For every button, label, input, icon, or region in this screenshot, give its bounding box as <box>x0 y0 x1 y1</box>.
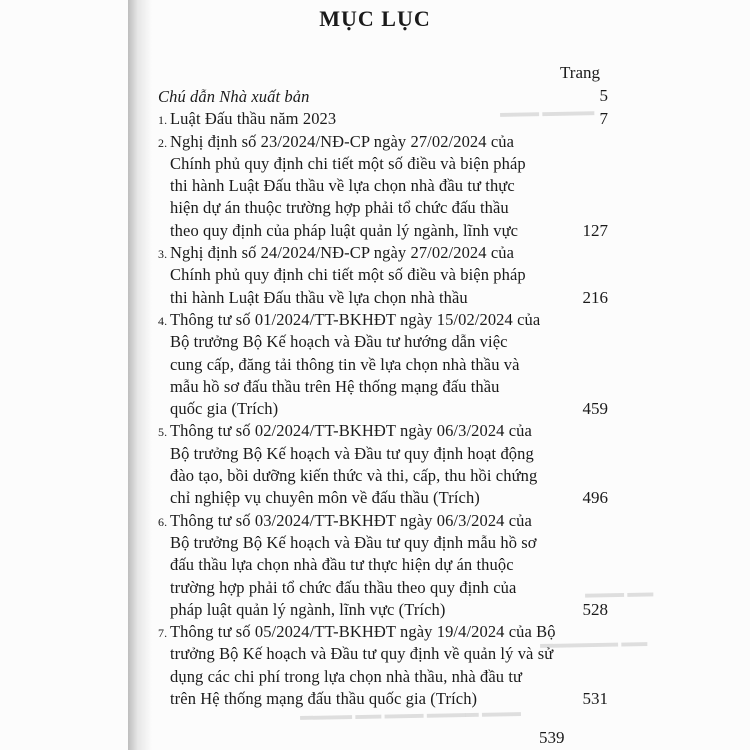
toc-entry-line <box>158 577 598 599</box>
page-column-header: Trang <box>560 63 600 82</box>
toc-entry-text: Nghị định số 24/2024/NĐ-CP ngày 27/02/2024 của <box>170 243 515 263</box>
toc-entry-text: Chính phủ quy định chi tiết một số điều và biện pháp <box>170 265 526 285</box>
toc-entry-line <box>158 554 598 576</box>
toc-entry-text: Nghị định số 23/2024/NĐ-CP ngày 27/02/2024 của <box>170 131 515 151</box>
toc-entry-line <box>158 264 598 286</box>
show-through-mark: ▬▬▬ ▬▬ <box>584 584 654 601</box>
toc-entry-text: quốc gia (Trích) <box>170 399 279 419</box>
toc-entry-line <box>158 599 598 621</box>
toc-entry-text: Thông tư số 02/2024/TT-BKHĐT ngày 06/3/2024 của <box>170 421 532 441</box>
toc-entry-text: Thông tư số 05/2024/TT-BKHĐT ngày 19/4/2024 của Bộ <box>170 622 556 642</box>
toc-entry-line <box>158 175 598 197</box>
toc-entry-text: theo quy định của pháp luật quản lý ngành, lĩnh vực <box>170 220 519 240</box>
toc-entry-line <box>158 131 598 153</box>
toc-entry <box>158 131 608 242</box>
toc-entry-number: 7. <box>158 626 168 641</box>
toc-entry-line <box>158 153 598 175</box>
toc-entry-text: trưởng Bộ Kế hoạch và Đầu tư quy định về quản lý và sử <box>170 644 554 664</box>
toc-entry-number: 3. <box>158 247 168 262</box>
toc-entry <box>158 86 608 108</box>
toc-entry-page-number: 459 <box>582 399 608 419</box>
toc-entry-text: Bộ trưởng Bộ Kế hoạch và Đầu tư quy định hoạt động <box>170 443 534 463</box>
toc-entry-line <box>158 420 598 442</box>
toc-entry-text: chỉ nghiệp vụ chuyên môn về đấu thầu (Trích) <box>170 488 480 508</box>
toc-entry-line <box>158 666 598 688</box>
toc-entry <box>158 621 608 710</box>
toc-entry-page-number: 127 <box>582 220 608 240</box>
toc-entry-text: Luật Đấu thầu năm 2023 <box>170 109 337 129</box>
toc-entry <box>158 242 608 309</box>
toc-entry <box>158 309 608 420</box>
toc-entry-text: dụng các chi phí trong lựa chọn nhà thầu, nhà đầu tư <box>170 666 523 686</box>
toc-entry-line <box>158 309 598 331</box>
toc-entry-text: cung cấp, đăng tải thông tin về lựa chọn nhà thầu và <box>170 354 520 374</box>
toc-entry-text: trường hợp phải tổ chức đấu thầu theo quy định của <box>170 577 517 597</box>
table-of-contents <box>158 86 608 710</box>
toc-entry-text: mẫu hồ sơ đấu thầu trên Hệ thống mạng đấu thầu <box>170 376 500 396</box>
toc-entry-line <box>158 376 598 398</box>
toc-entry-line <box>158 532 598 554</box>
page-edge-shadow <box>128 0 152 750</box>
toc-entry-text: trên Hệ thống mạng đấu thầu quốc gia (Trích) <box>170 689 478 709</box>
toc-entry-text: Thông tư số 01/2024/TT-BKHĐT ngày 15/02/2024 của <box>170 309 541 329</box>
show-through-mark: ▬▬▬▬▬▬ ▬▬ <box>539 634 648 651</box>
toc-entry-line <box>158 465 598 487</box>
toc-entry-page-number: 528 <box>582 599 608 619</box>
toc-entry-line <box>158 443 598 465</box>
toc-entry-page-number: 531 <box>582 689 608 709</box>
toc-entry-line <box>158 621 598 643</box>
toc-entry-text: pháp luật quản lý ngành, lĩnh vực (Trích) <box>170 599 446 619</box>
toc-entry-line <box>158 108 598 130</box>
toc-entry-line <box>158 220 598 242</box>
toc-entry-text: Thông tư số 03/2024/TT-BKHĐT ngày 06/3/2024 của <box>170 510 532 530</box>
toc-entry-text: thi hành Luật Đấu thầu về lựa chọn nhà đầu tư thực <box>170 176 515 196</box>
toc-entry-number: 1. <box>158 113 168 128</box>
toc-entry-line <box>158 510 598 532</box>
toc-entry-text: đấu thầu lựa chọn nhà đầu tư thực hiện dự án thuộc <box>170 555 514 575</box>
toc-entry <box>158 510 608 621</box>
toc-entry-text: thi hành Luật Đấu thầu về lựa chọn nhà thầu <box>170 287 468 307</box>
footer-page-number: 539 <box>539 728 565 747</box>
toc-entry-text: Chính phủ quy định chi tiết một số điều và biện pháp <box>170 153 526 173</box>
toc-entry-line <box>158 688 598 710</box>
toc-entry-page-number: 496 <box>582 488 608 508</box>
toc-entry-line <box>158 331 598 353</box>
toc-entry-line <box>158 354 598 376</box>
toc-entry-text: hiện dự án thuộc trường hợp phải tổ chức đấu thầu <box>170 198 509 218</box>
toc-entry-number: 6. <box>158 514 168 529</box>
show-through-mark: ▬▬▬ ▬▬▬▬ <box>499 103 595 120</box>
toc-entry-text: đào tạo, bồi dưỡng kiến thức và thi, cấp, thu hồi chứng <box>170 466 538 486</box>
show-through-mark: ▬▬▬▬ ▬▬ ▬▬▬ ▬▬▬▬ ▬▬▬ <box>299 704 522 723</box>
toc-entry <box>158 108 608 130</box>
toc-entry-page-number: 7 <box>599 109 608 129</box>
toc-entry-line <box>158 643 598 665</box>
toc-entry-number: 2. <box>158 135 168 150</box>
toc-entry-line <box>158 197 598 219</box>
toc-entry <box>158 420 608 509</box>
toc-entry-page-number: 5 <box>599 86 608 105</box>
toc-entry-text: Bộ trưởng Bộ Kế hoạch và Đầu tư hướng dẫn việc <box>170 332 508 352</box>
toc-entry-line <box>158 398 598 420</box>
page-title: MỤC LỤC <box>319 6 431 31</box>
toc-entry-number: 4. <box>158 313 168 328</box>
toc-entry-line <box>158 487 598 509</box>
toc-entry-text: Chú dẫn Nhà xuất bản <box>158 87 310 106</box>
toc-entry-number: 5. <box>158 425 168 440</box>
toc-entry-line <box>158 86 598 108</box>
toc-entry-line <box>158 242 598 264</box>
toc-entry-text: Bộ trưởng Bộ Kế hoạch và Đầu tư quy định mẫu hồ sơ <box>170 532 537 552</box>
toc-entry-page-number: 216 <box>582 287 608 307</box>
toc-entry-line <box>158 287 598 309</box>
